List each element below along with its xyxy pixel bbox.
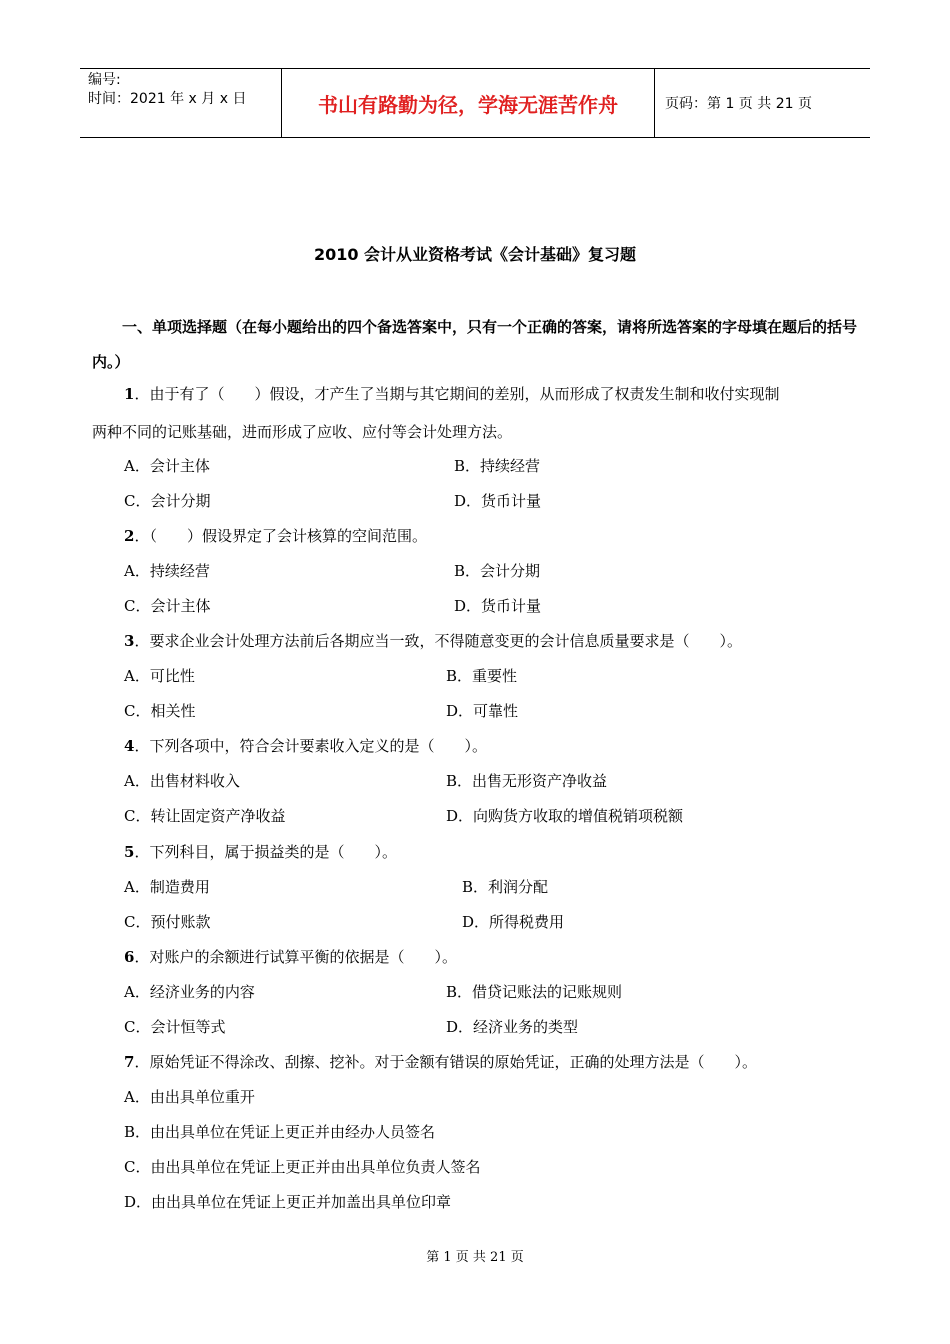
option-a: A．持续经营 [124,562,210,580]
option-b: B．借贷记账法的记账规则 [446,983,623,1001]
question-text: ．原始凭证不得涂改、刮擦、挖补。对于金额有错误的原始凭证，正确的处理方法是（ ）。 [134,1053,757,1071]
option-a: A．会计主体 [124,457,210,475]
option-a: A．经济业务的内容 [124,983,255,1001]
option-c: C．由出具单位在凭证上更正并由出具单位负责人签名 [124,1158,481,1176]
option-a: A．出售材料收入 [124,772,240,790]
header-left-cell [80,69,281,137]
option-a: A．制造费用 [124,878,210,896]
question-2 [124,526,427,546]
question-7 [124,1052,757,1072]
question-text: ．要求企业会计处理方法前后各期应当一致，不得随意变更的会计信息质量要求是（ ）。 [134,632,742,650]
number-label: 编号: [88,72,121,88]
time-label: 时间：2021 年 x 月 x 日 [88,91,247,107]
question-1 [124,384,779,404]
question-number: 6 [124,948,135,966]
question-text: ．下列科目，属于损益类的是（ ）。 [134,843,397,861]
question-text: ．下列各项中，符合会计要素收入定义的是（ ）。 [134,737,487,755]
option-b: B．会计分期 [454,562,541,580]
option-d: D．由出具单位在凭证上更正并加盖出具单位印章 [124,1193,452,1211]
section-heading: 一、单项选择题（在每小题给出的四个备选答案中，只有一个正确的答案，请将所选答案的字母填在题后的括号内。） [92,318,858,371]
option-c: C．会计分期 [124,492,211,510]
question-6 [124,947,457,967]
option-a: A．由出具单位重开 [124,1088,255,1106]
option-d: D．可靠性 [446,702,519,720]
header-table [80,68,870,138]
option-b: B．由出具单位在凭证上更正并由经办人员签名 [124,1123,436,1141]
option-d: D．货币计量 [454,492,542,510]
question-3 [124,631,742,651]
option-c: C．会计主体 [124,597,211,615]
option-b: B．持续经营 [454,457,541,475]
page-footer: 第 1 页 共 21 页 [426,1250,524,1265]
option-b: B．利润分配 [462,878,549,896]
option-c: C．转让固定资产净收益 [124,807,286,825]
question-5 [124,842,397,862]
option-a: A．可比性 [124,667,195,685]
question-number: 5 [124,843,135,861]
question-number: 1 [124,385,135,403]
option-c: C．相关性 [124,702,196,720]
option-c: C．会计恒等式 [124,1018,226,1036]
option-d: D．货币计量 [454,597,542,615]
question-1-cont: 两种不同的记账基础，进而形成了应收、应付等会计处理方法。 [92,423,513,441]
option-d: D．向购货方收取的增值税销项税额 [446,807,684,825]
option-b: B．出售无形资产净收益 [446,772,608,790]
question-4 [124,736,487,756]
question-number: 2 [124,527,135,545]
question-number: 7 [124,1053,135,1071]
question-text: ．由于有了（ ）假设，才产生了当期与其它期间的差别，从而形成了权责发生制和收付实现制 [134,385,780,403]
option-d: D．经济业务的类型 [446,1018,579,1036]
option-c: C．预付账款 [124,913,211,931]
question-number: 4 [124,737,135,755]
option-b: B．重要性 [446,667,518,685]
option-d: D．所得税费用 [462,913,565,931]
page-info: 页码：第 1 页 共 21 页 [665,96,812,112]
question-text: ．（ ）假设界定了会计核算的空间范围。 [134,527,427,545]
question-number: 3 [124,632,135,650]
question-text: ．对账户的余额进行试算平衡的依据是（ ）。 [134,948,457,966]
document-title: 2010 会计从业资格考试《会计基础》复习题 [313,245,637,264]
motto: 书山有路勤为径，学海无涯苦作舟 [281,69,655,137]
